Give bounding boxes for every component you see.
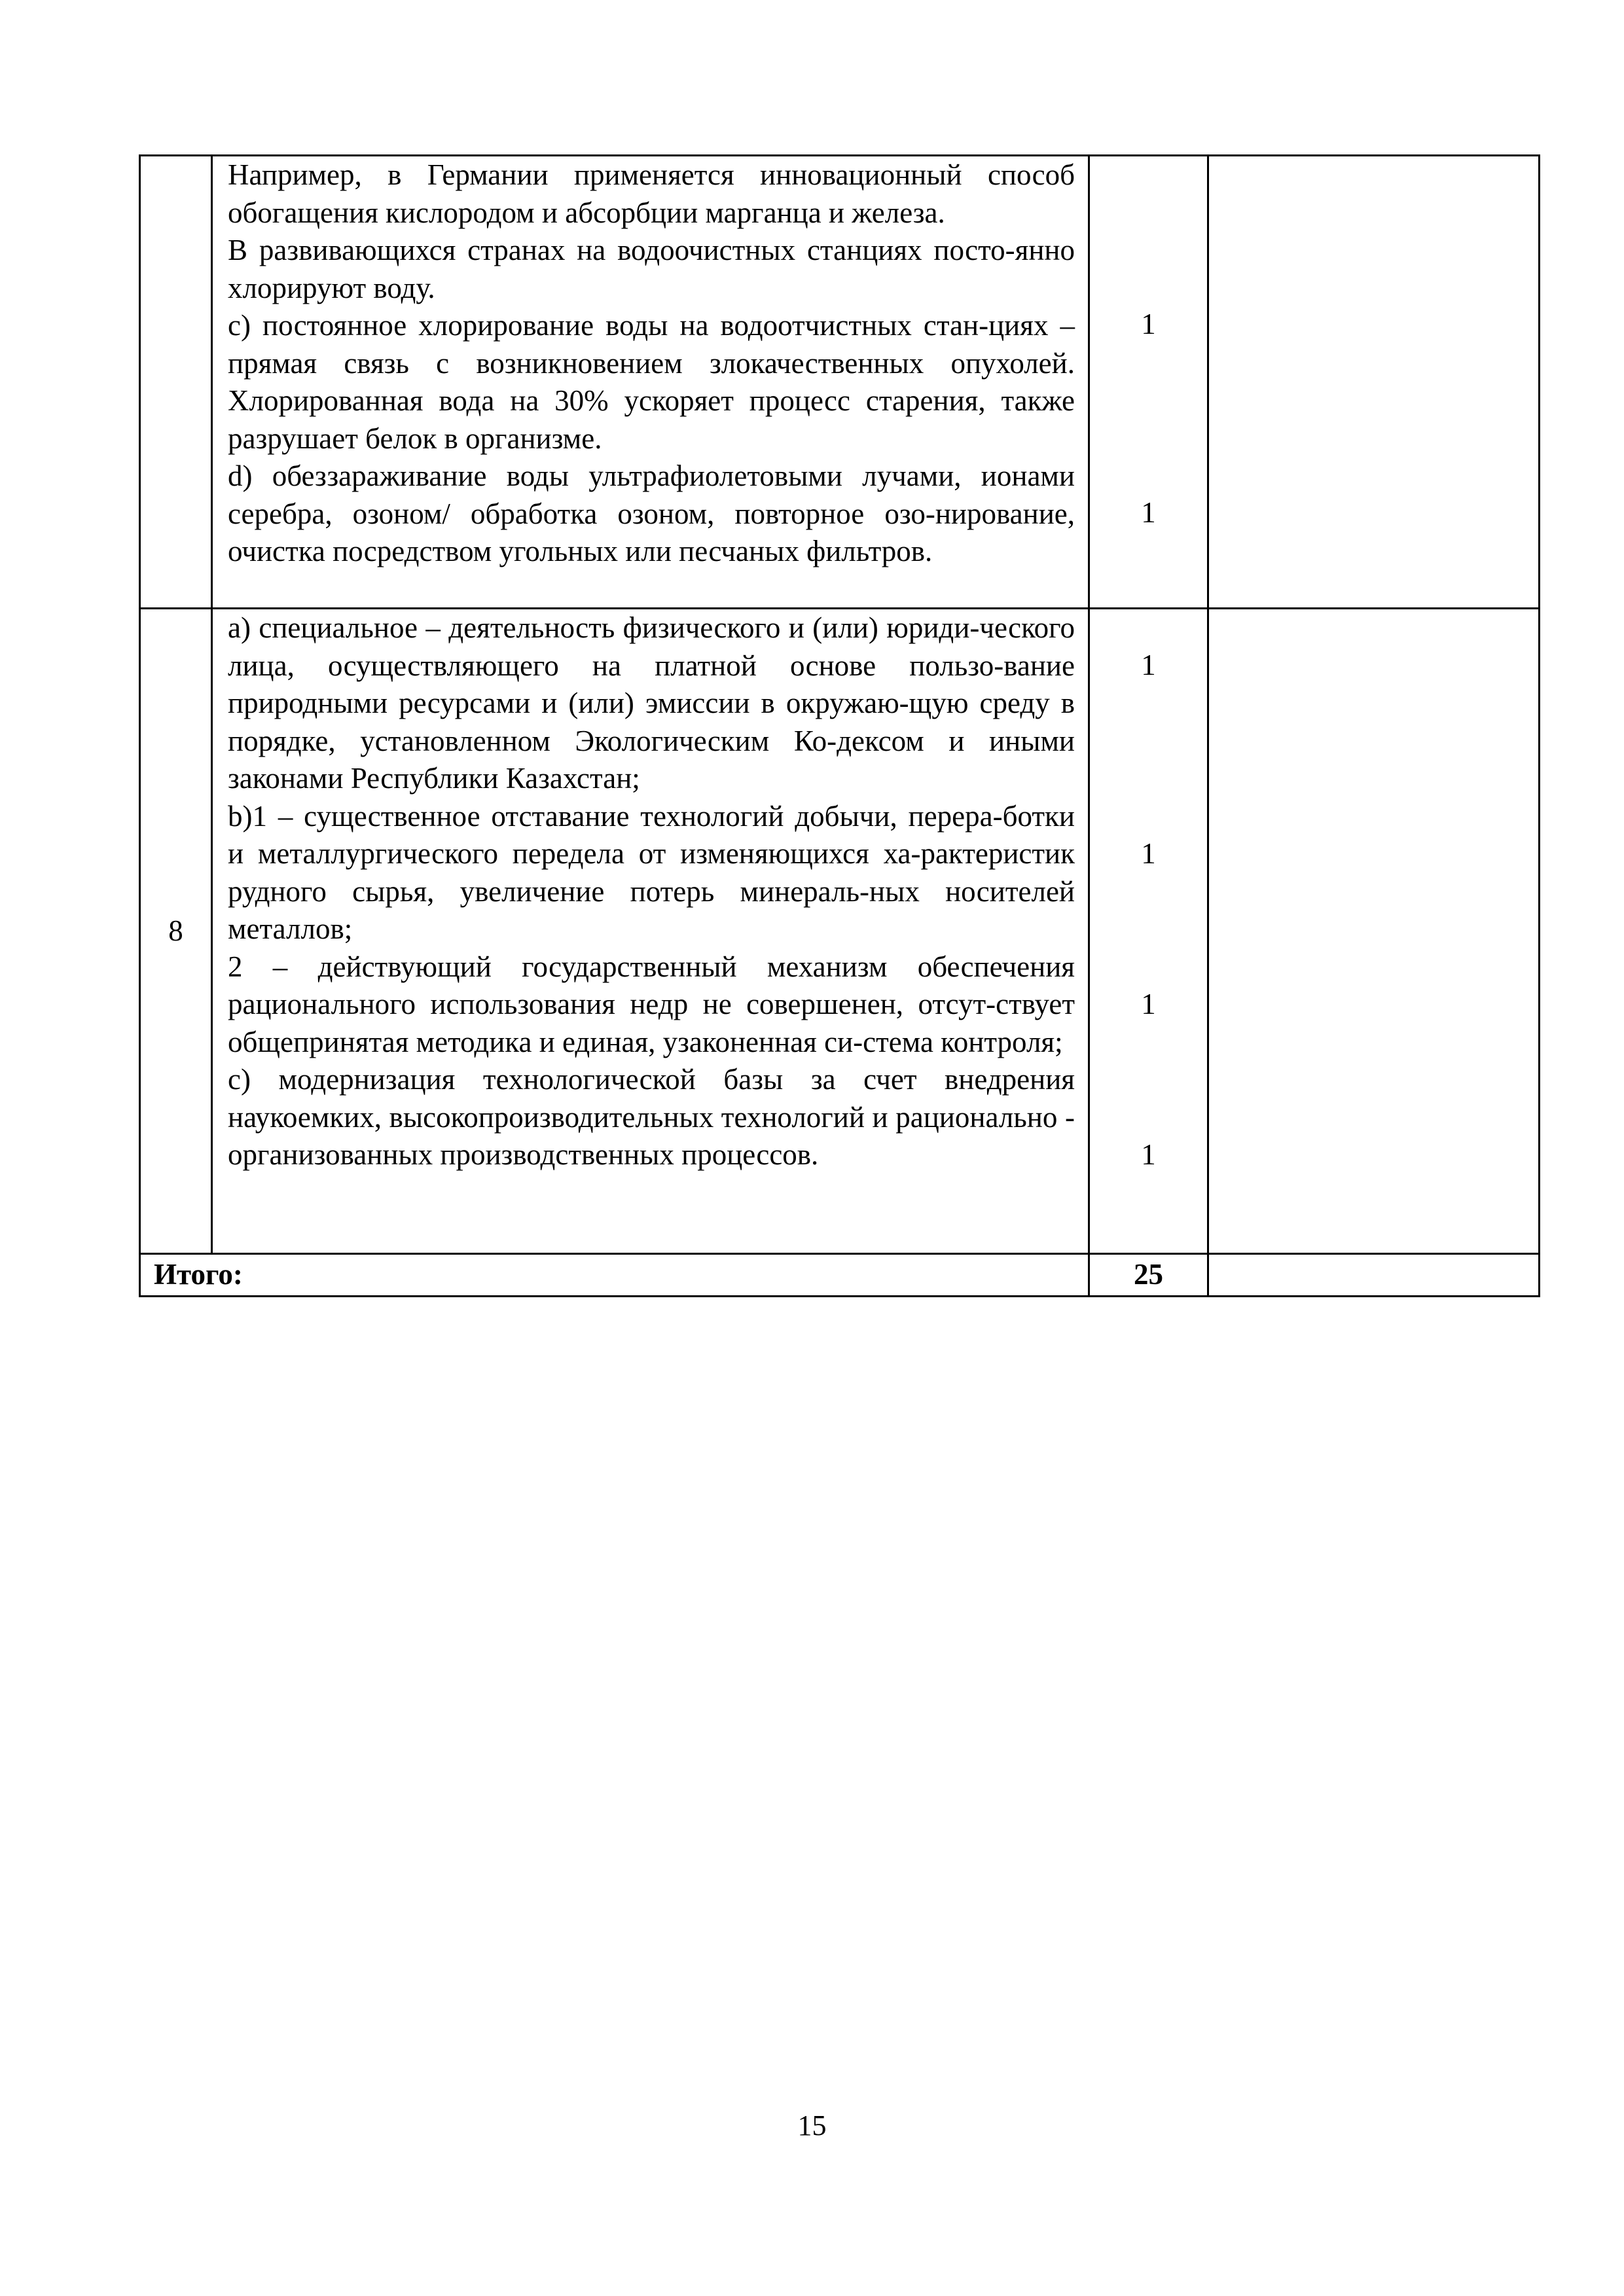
score-value: 1 (1141, 837, 1156, 870)
score-value: 1 (1141, 496, 1156, 529)
total-label: Итого: (140, 1254, 1089, 1297)
score-cell (1089, 156, 1208, 609)
answer-paragraph: c) модернизация технологической базы за счет внедрения наукоемких, высокопроизводительных технологий и рационально - организованных производственных процессов. (228, 1063, 1075, 1171)
total-row (140, 1254, 1540, 1297)
total-value: 25 (1089, 1254, 1208, 1297)
answer-paragraph: d) обеззараживание воды ультрафиолетовыми лучами, ионами серебра, озоном/ обработка озоном, повторное озо-нирование, очистка посредством угольных или песчаных фильтров. (228, 459, 1075, 567)
score-cell (1089, 609, 1208, 1254)
notes-cell (1208, 609, 1540, 1254)
table-row (140, 156, 1540, 609)
notes-cell (1208, 1254, 1540, 1297)
score-value: 1 (1141, 988, 1156, 1020)
answer-paragraph: В развивающихся странах на водоочистных станциях посто-янно хлорируют воду. (228, 234, 1075, 304)
answer-paragraph: 2 – действующий государственный механизм обеспечения рационального использования недр не совершенен, отсут-ствует общепринятая методика и единая, узаконенная си-стема контроля; (228, 950, 1075, 1058)
answer-text-cell (212, 156, 1089, 609)
table-row (140, 609, 1540, 1254)
answer-paragraph: c) постоянное хлорирование воды на водоотчистных стан-циях – прямая связь с возникновением злокачественных опухолей. Хлорированная вода на 30% ускоряет процесс старения, также разрушает белок в организме. (228, 309, 1075, 455)
answer-table (139, 154, 1540, 1297)
page-number: 15 (797, 2109, 827, 2142)
question-number-cell (140, 156, 212, 609)
score-value: 1 (1141, 1138, 1156, 1171)
answer-paragraph: b)1 – существенное отставание технологий добычи, перера-ботки и металлургического передела от изменяющихся ха-рактеристик рудного сырья, увеличение потерь минераль-ных носителей металлов; (228, 799, 1075, 945)
notes-cell (1208, 156, 1540, 609)
answer-text-cell (212, 609, 1089, 1254)
question-number-cell (140, 609, 212, 1254)
question-number: 8 (168, 914, 183, 947)
answer-paragraph: Например, в Германии применяется инновационный способ обогащения кислородом и абсорбции марганца и железа. (228, 158, 1075, 229)
answer-paragraph: a) специальное – деятельность физического и (или) юриди-ческого лица, осуществляющего на платной основе пользо-вание природными ресурсами и (или) эмиссии в окружаю-щую среду в порядке, установленном Экологическим Ко-дексом и иными законами Республики Казахстан; (228, 611, 1075, 795)
score-value: 1 (1141, 649, 1156, 681)
score-value: 1 (1141, 308, 1156, 340)
